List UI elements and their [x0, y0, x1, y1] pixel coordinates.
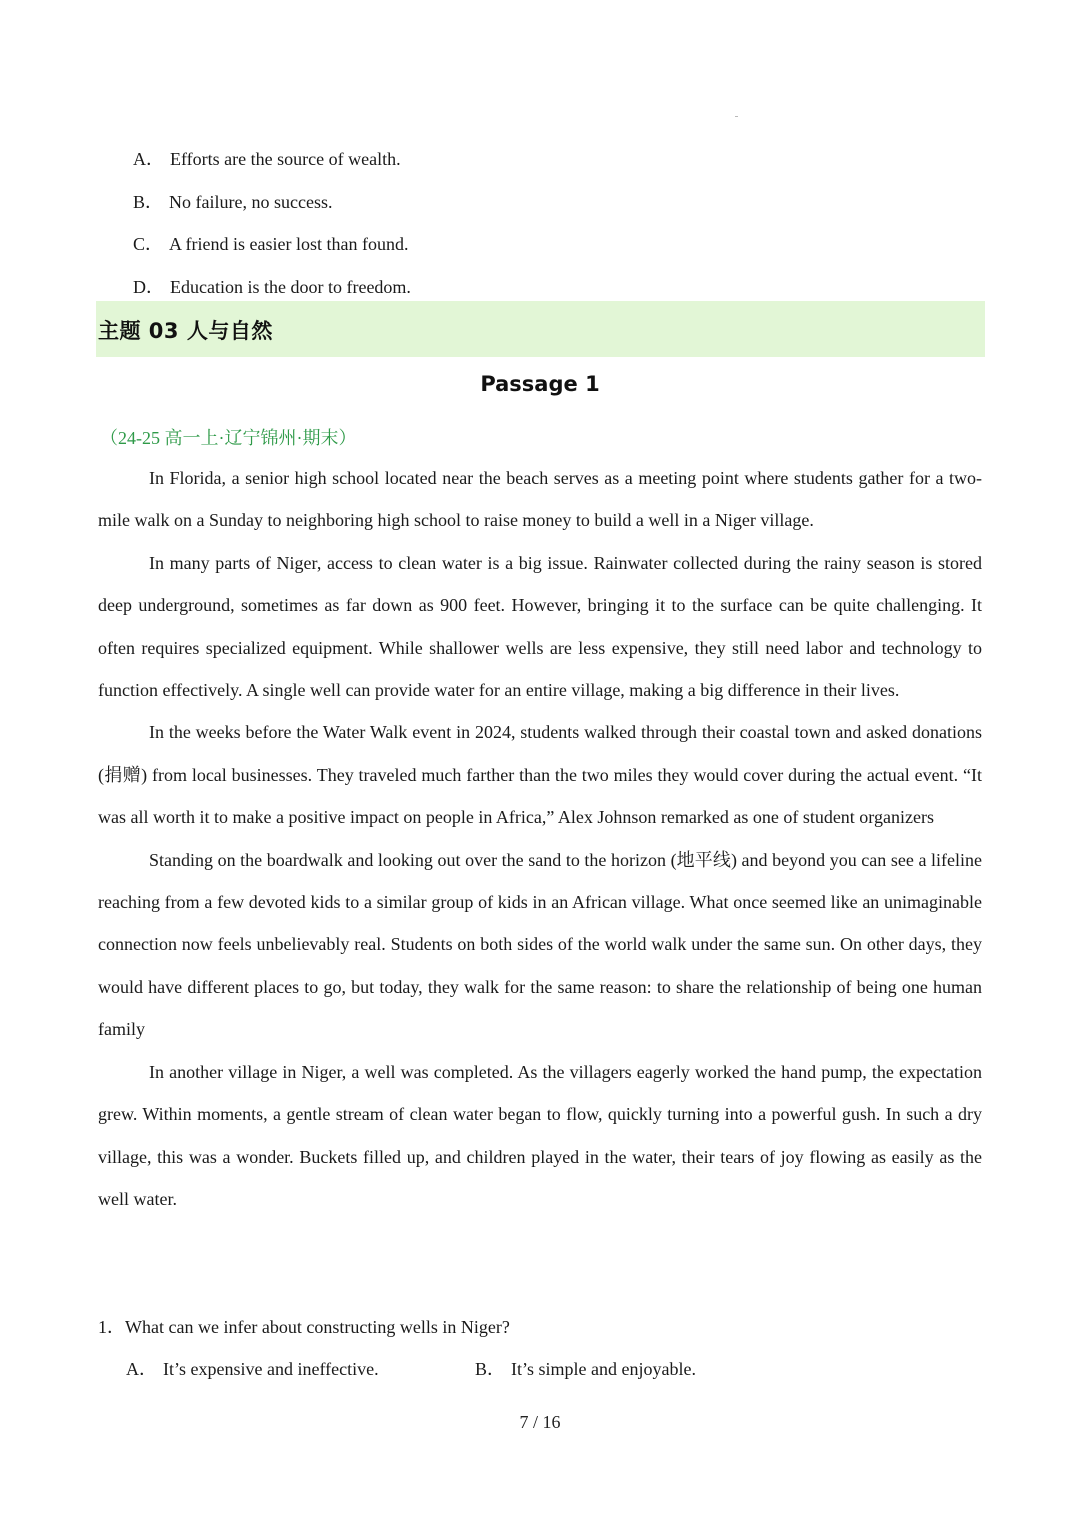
question-1	[98, 1306, 510, 1349]
passage-title: Passage 1	[480, 372, 600, 396]
passage-body	[98, 457, 982, 1220]
passage-source: （24-25 高一上·辽宁锦州·期末）	[100, 428, 357, 448]
option-text: A friend is easier lost than found.	[169, 234, 409, 254]
option-text: No failure, no success.	[169, 191, 333, 212]
paragraph: Standing on the boardwalk and looking out over the sand to the horizon (地平线) and beyond you can see a lifeline reaching from a few devoted kids to a similar group of kids in an African village. What once seemed like an unimaginable connection now feels unbelievably real. Students on both sides of the world walk under the same sun. On other days, they would have different places to go, but today, they walk for the same reason: to share the relationship of being one human family	[98, 849, 982, 1040]
question-stem: What can we infer about constructing wells in Niger?	[125, 1317, 510, 1337]
option-text: Education is the door to freedom.	[170, 276, 411, 297]
option-letter: A．	[133, 149, 164, 169]
paragraph: In many parts of Niger, access to clean water is a big issue. Rainwater collected during the rainy season is stored deep underground, sometimes as far down as 900 feet. However, bringing it to the surface can be quite challenging. It often requires specialized equipment. While shallower wells are less expensive, they still need labor and technology to function effectively. A single well can provide water for an entire village, making a big difference in their lives.	[98, 552, 982, 701]
option-a	[133, 138, 411, 181]
option-letter: A．	[126, 1359, 157, 1379]
option-text: It’s expensive and ineffective.	[163, 1359, 379, 1379]
previous-question-options	[133, 138, 411, 308]
option-letter: D．	[133, 276, 164, 297]
option-b	[133, 181, 411, 224]
question-number: 1．	[98, 1317, 125, 1337]
option-letter: B．	[475, 1359, 506, 1379]
theme-title: 主题 03 人与自然	[98, 319, 273, 343]
answer-option-a	[126, 1348, 379, 1391]
page-number: 7 / 16	[519, 1412, 561, 1432]
option-letter: B．	[133, 191, 164, 212]
paragraph: In the weeks before the Water Walk event in 2024, students walked through their coastal town and asked donations (捐赠) from local businesses. They traveled much farther than the two miles they would cover during the actual event. “It was all worth it to make a positive impact on people in Africa,” Alex Johnson remarked as one of student organizers	[98, 722, 982, 828]
option-c	[133, 223, 411, 266]
option-text: Efforts are the source of wealth.	[170, 149, 401, 169]
option-text: It’s simple and enjoyable.	[511, 1359, 696, 1379]
option-letter: C．	[133, 234, 164, 254]
answer-option-b	[475, 1348, 696, 1391]
paragraph: In Florida, a senior high school located near the beach serves as a meeting point where students gather for a two-mile walk on a Sunday to neighboring high school to raise money to build a well in a Niger village.	[98, 468, 982, 531]
theme-banner	[96, 301, 985, 357]
paragraph: In another village in Niger, a well was completed. As the villagers eagerly worked the hand pump, the expectation grew. Within moments, a gentle stream of clean water began to flow, quickly turning into a powerful gush. In such a dry village, this was a wonder. Buckets filled up, and children played in the water, their tears of joy flowing as easily as the well water.	[98, 1061, 982, 1209]
scan-speck	[735, 116, 738, 117]
